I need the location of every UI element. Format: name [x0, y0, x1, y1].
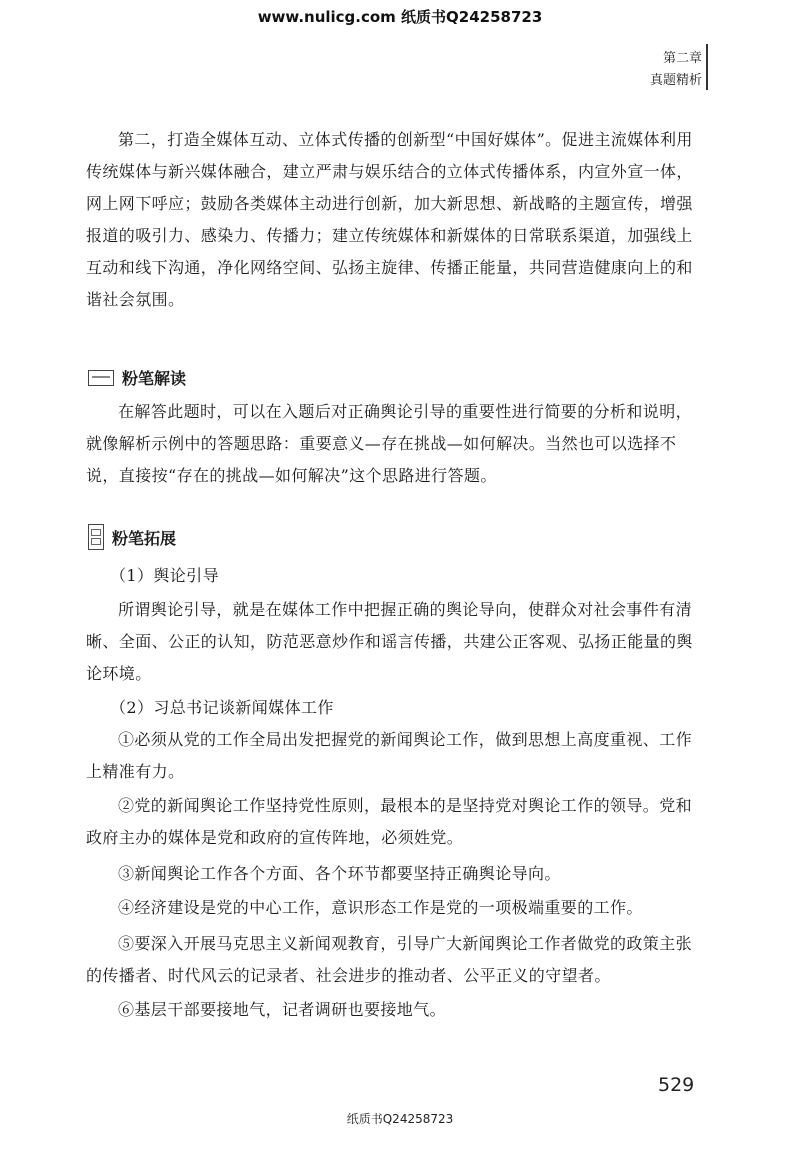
list-item: ③新闻舆论工作各个方面、各个环节都要坚持正确舆论导向。	[118, 864, 561, 883]
list-item: ④经济建设是党的中心工作，意识形态工作是党的一项极端重要的工作。	[118, 898, 643, 917]
bottom-watermark: 纸质书Q24258723	[346, 1112, 454, 1126]
top-watermark: www.nulicg.com 纸质书Q24258723	[257, 8, 543, 26]
tuozhan-icon	[88, 524, 104, 550]
jiedu-icon	[88, 370, 114, 386]
jiedu-title: 粉笔解读	[122, 369, 187, 388]
jiedu-paragraph: 在解答此题时，可以在入题后对正确舆论引导的重要性进行简要的分析和说明，就像解析示例中的答题思路：重要意义—存在挑战—如何解决。当然也可以选择不说，直接按“存在的挑战—如何解决”这个思路进行答题。	[86, 402, 693, 485]
chapter-header	[650, 48, 702, 92]
tuozhan-title: 粉笔拓展	[112, 528, 177, 548]
chapter-title: 第二章	[662, 51, 702, 66]
tuozhan-heading	[88, 524, 176, 550]
jiedu-heading	[88, 366, 186, 389]
tuozhan-subheading-1: （1）舆论引导	[110, 566, 219, 585]
list-item: ⑥基层干部要接地气，记者调研也要接地气。	[118, 1000, 447, 1019]
page-number: 529	[658, 1074, 695, 1096]
tuozhan-subheading-2: （2）习总书记谈新闻媒体工作	[110, 698, 334, 717]
header-rule	[706, 44, 708, 90]
intro-paragraph: 第二，打造全媒体互动、立体式传播的创新型“中国好媒体”。促进主流媒体利用传统媒体与新兴媒体融合，建立严肃与娱乐结合的立体式传播体系，内宣外宣一体，网上网下呼应；鼓励各类媒体主动进行创新，加大新思想、新战略的主题宣传，增强报道的吸引力、感染力、传播力；建立传统媒体和新媒体的日常联系渠道，加强线上互动和线下沟通，净化网络空间、弘扬主旋律、传播正能量，共同营造健康向上的和谐社会氛围。	[86, 130, 693, 309]
tuozhan-paragraph-1: 所谓舆论引导，就是在媒体工作中把握正确的舆论导向，使群众对社会事件有清晰、全面、公正的认知，防范恶意炒作和谣言传播，共建公正客观、弘扬正能量的舆论环境。	[86, 600, 693, 683]
section-title: 真题精析	[649, 73, 702, 88]
list-item: ①必须从党的工作全局出发把握党的新闻舆论工作，做到思想上高度重视、工作上精准有力。	[86, 730, 693, 781]
list-item: ⑤要深入开展马克思主义新闻观教育，引导广大新闻舆论工作者做党的政策主张的传播者、时代风云的记录者、社会进步的推动者、公平正义的守望者。	[86, 934, 693, 985]
list-item: ②党的新闻舆论工作坚持党性原则，最根本的是坚持党对舆论工作的领导。党和政府主办的媒体是党和政府的宣传阵地，必须姓党。	[86, 796, 693, 847]
